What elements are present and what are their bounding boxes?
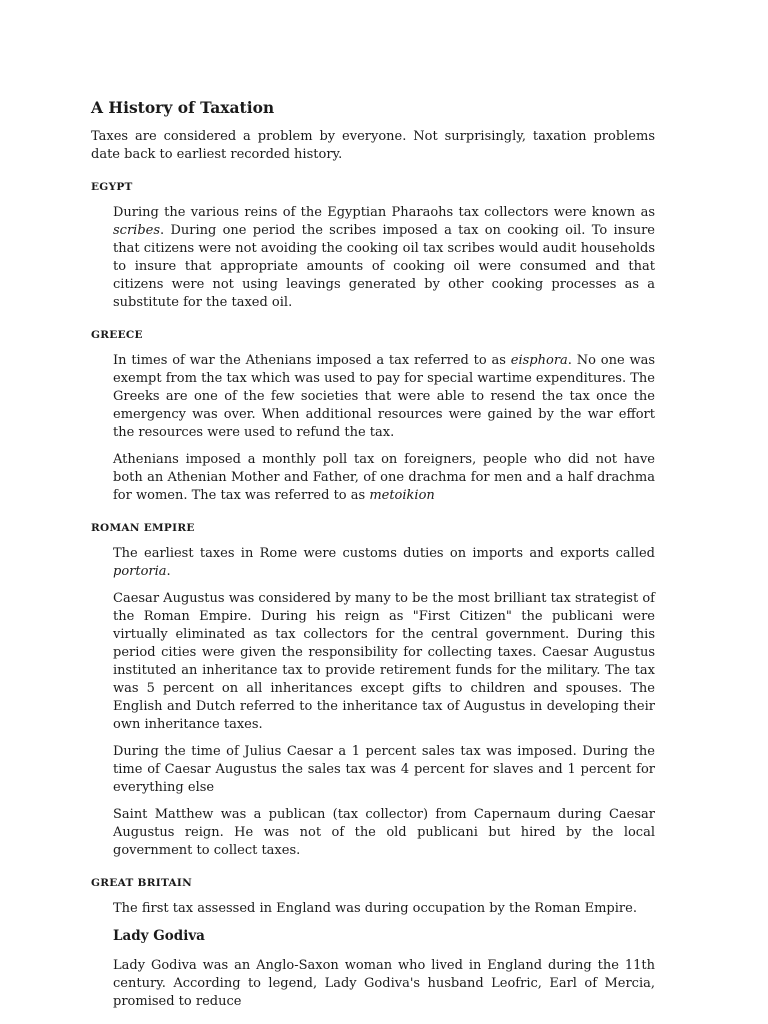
text-run: . During one period the scribes imposed a tax on cooking oil. To insure that citizens were not avoiding the cooking oil tax scribes would audit households to insure that appropriate amounts of cooking oil were consumed and that citizens were not using leavings generated by other cooking processes as a substitute for the taxed oil. [113, 223, 655, 310]
greece-paragraph-1 [113, 352, 655, 442]
britain-paragraph-2: Lady Godiva was an Anglo-Saxon woman who lived in England during the 11th century. According to legend, Lady Godiva's husband Leofric, Earl of Mercia, promised to reduce [113, 958, 655, 1009]
italic-term: portoria [113, 564, 167, 579]
rome-paragraph-2: Caesar Augustus was considered by many to be the most brilliant tax strategist of the Roman Empire. During his reign as "First Citizen" the publicani were virtually eliminated as tax collectors for the central government. During this period cities were given the responsibility for collecting taxes. Caesar Augustus instituted an inheritance tax to provide retirement funds for the military. The tax was 5 percent on all inheritances except gifts to children and spouses. The English and Dutch referred to the inheritance tax of Augustus in developing their own inheritance taxes. [113, 591, 655, 732]
text-run: The earliest taxes in Rome were customs duties on imports and exports called [113, 546, 655, 561]
section-heading-greece: GREECE [91, 329, 143, 341]
rome-paragraph-1 [113, 545, 655, 581]
greece-paragraph-2 [113, 451, 655, 505]
text-run: In times of war the Athenians imposed a tax referred to as [113, 353, 511, 368]
text-run: During the various reins of the Egyptian Pharaohs tax collectors were known as [113, 205, 655, 220]
text-run: . [166, 564, 171, 579]
section-heading-roman-empire: ROMAN EMPIRE [91, 522, 195, 534]
document-title: A History of Taxation [91, 98, 275, 117]
rome-paragraph-4: Saint Matthew was a publican (tax collector) from Capernaum during Caesar Augustus reign. He was not of the old publicani but hired by the local government to collect taxes. [113, 807, 655, 858]
italic-term: scribes [113, 223, 161, 238]
document-page [91, 98, 655, 1020]
egypt-paragraph [113, 204, 655, 312]
section-heading-egypt: EGYPT [91, 181, 133, 193]
italic-term: eisphora [510, 353, 568, 368]
section-heading-great-britain: GREAT BRITAIN [91, 877, 193, 889]
subheading-lady-godiva: Lady Godiva [113, 928, 205, 944]
text-run: . No one was exempt from the tax which was used to pay for special wartime expenditures. The Greeks are one of the few societies that were able to resend the tax once the emergency was over. When additional resources were gained by the war effort the resources were used to refund the tax. [113, 353, 655, 440]
text-run: Athenians imposed a monthly poll tax on foreigners, people who did not have both an Athenian Mother and Father, of one drachma for men and a half drachma for women. The tax was referred to as [113, 452, 655, 503]
italic-term: metoikion [369, 488, 435, 503]
britain-paragraph-1: The first tax assessed in England was during occupation by the Roman Empire. [113, 901, 637, 916]
intro-paragraph: Taxes are considered a problem by everyone. Not surprisingly, taxation problems date back to earliest recorded history. [91, 129, 655, 162]
rome-paragraph-3: During the time of Julius Caesar a 1 percent sales tax was imposed. During the time of Caesar Augustus the sales tax was 4 percent for slaves and 1 percent for everything else [113, 744, 655, 795]
